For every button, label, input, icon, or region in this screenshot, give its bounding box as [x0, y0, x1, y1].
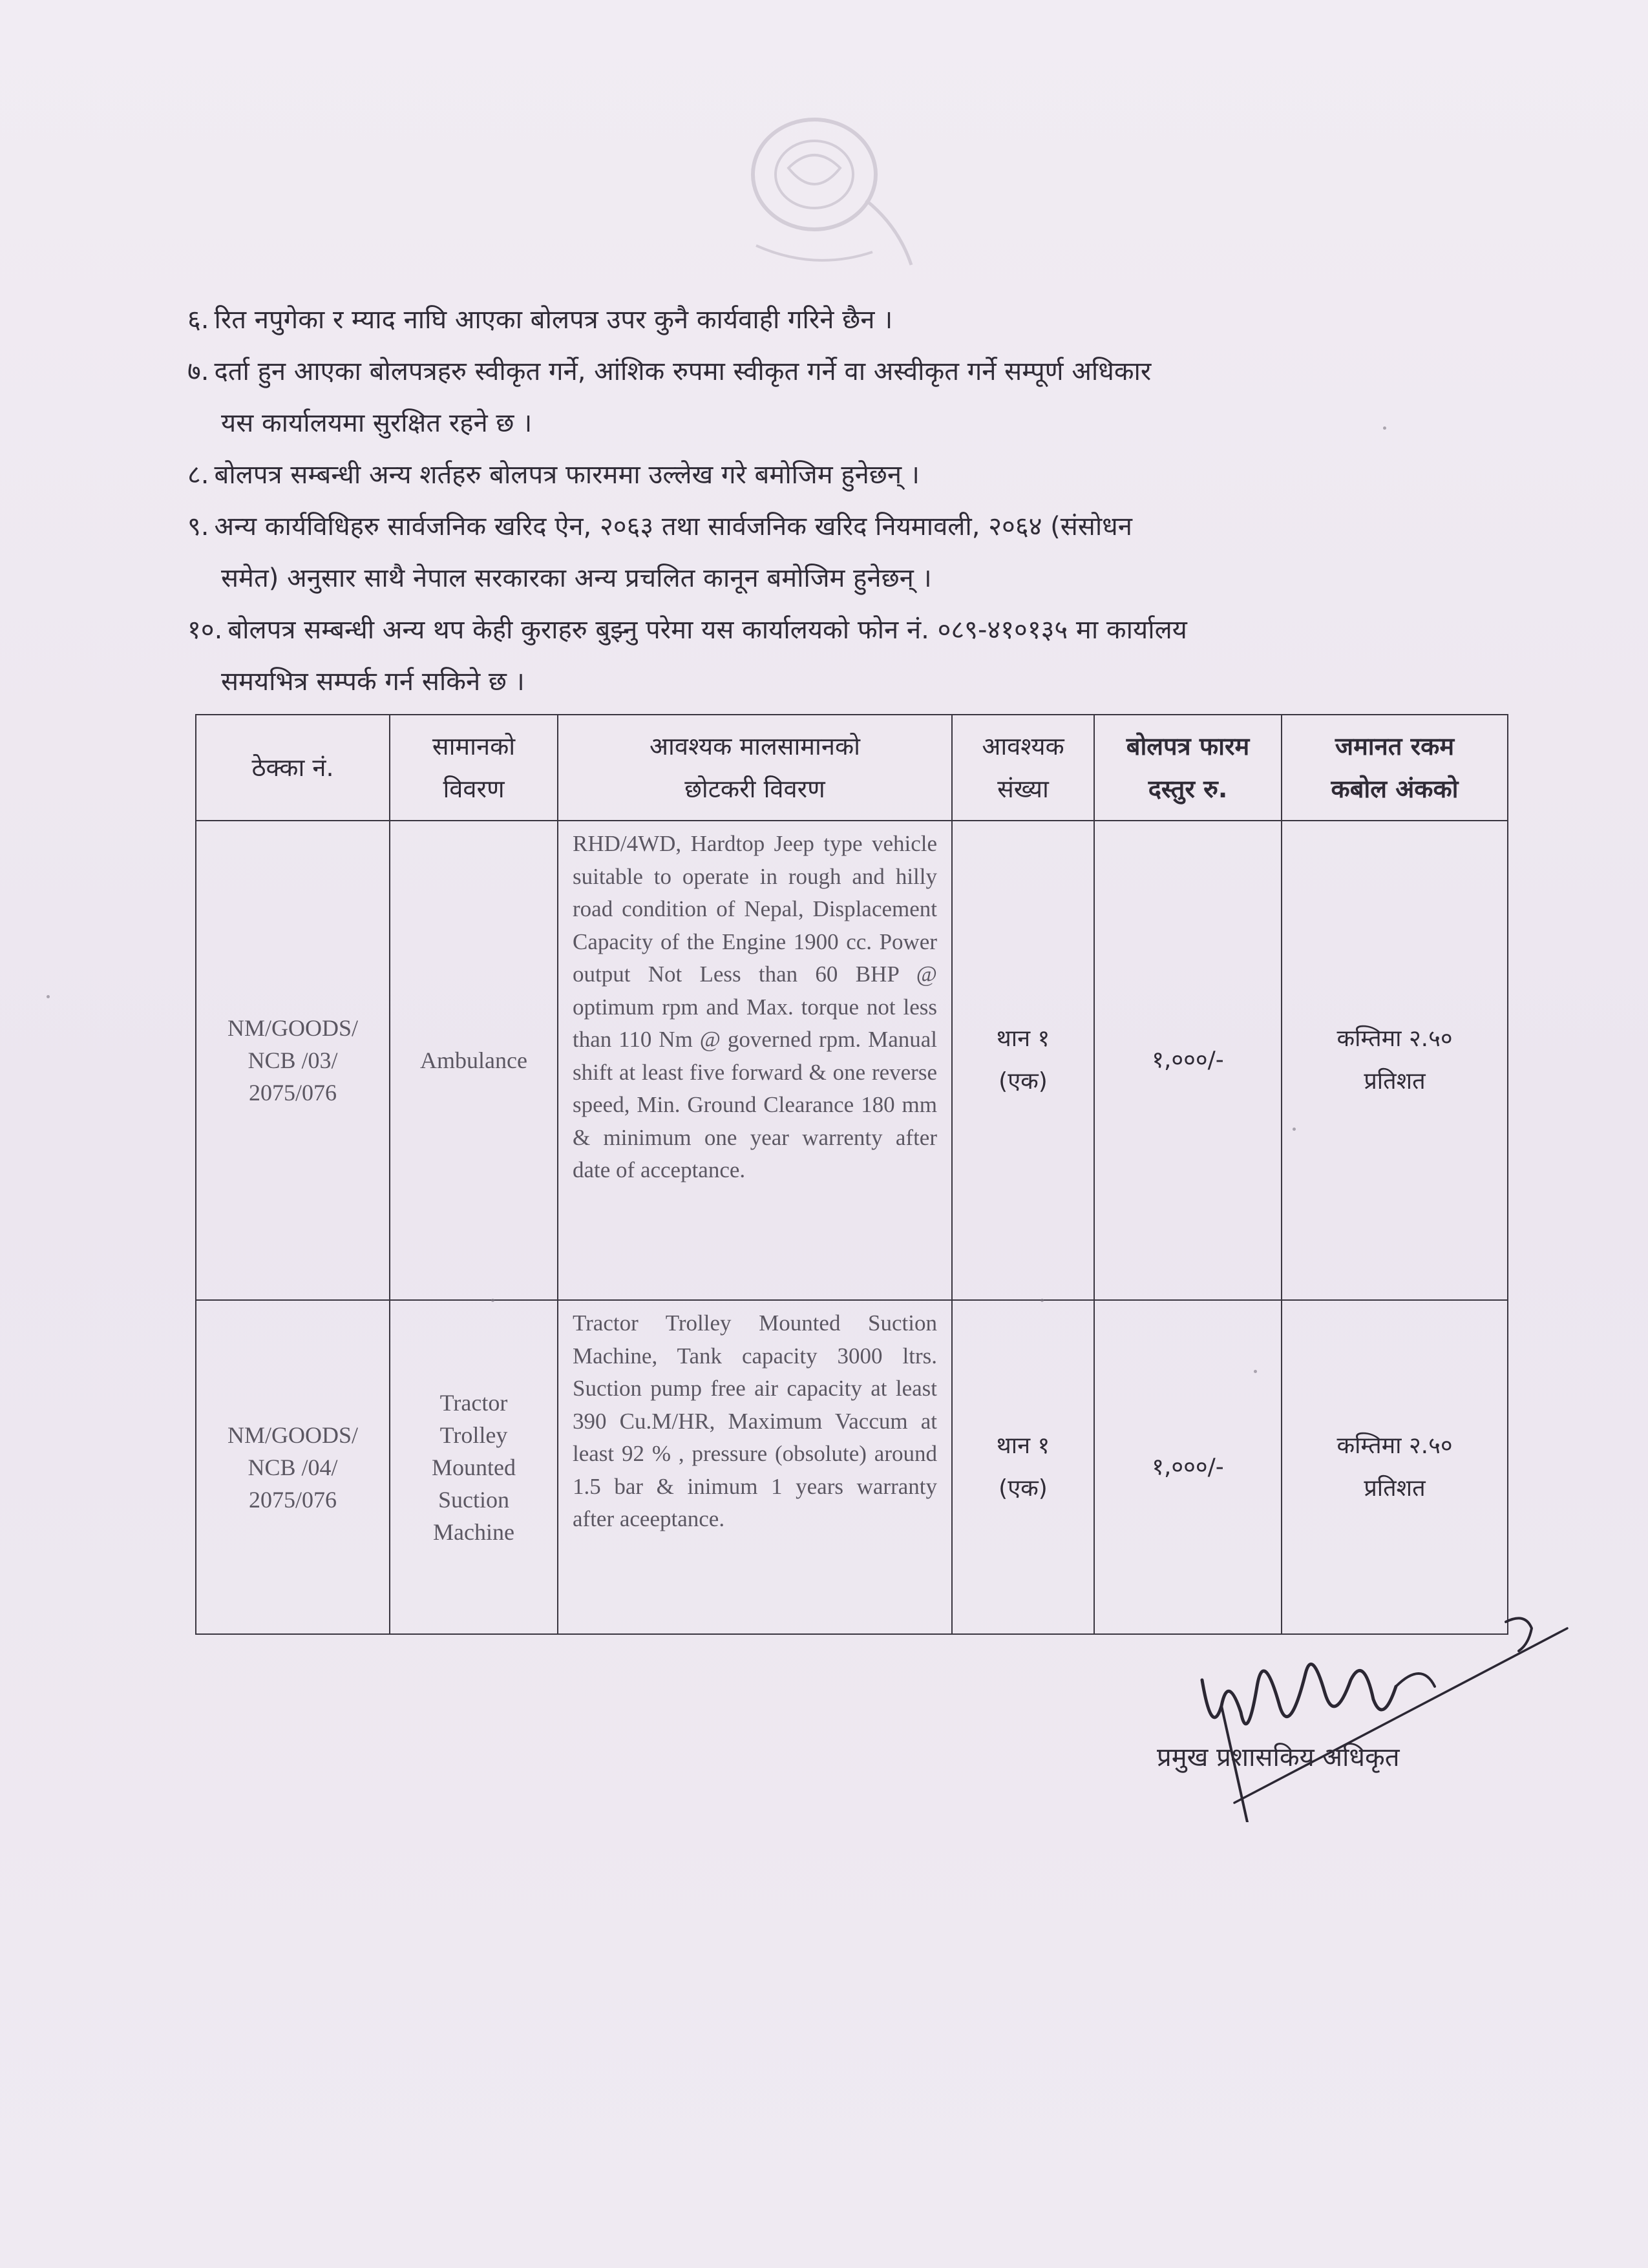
handwritten-signature	[1150, 1609, 1590, 1822]
clause-9	[187, 501, 1467, 604]
scan-speck	[1041, 1299, 1044, 1302]
signatory-title: प्रमुख प्रशासकिय अधिकृत	[1157, 1743, 1400, 1772]
table-row	[196, 821, 1508, 1300]
quantity-cell: थान १ (एक)	[952, 821, 1094, 1300]
clause-8	[187, 449, 1467, 501]
clause-text-continued: समयभित्र सम्पर्क गर्न सकिने छ ।	[221, 667, 525, 697]
description-cell: Tractor Trolley Mounted Suction Machine, Tank capacity 3000 ltrs. Suction pump free air capacity at least 390 Cu.M/HR, Maximum Vaccum at least 92 % , pressure (obsolute) around 1.5 bar & inimum 1 years warranty after aceeptance.	[558, 1300, 952, 1634]
clause-text-continued: यस कार्यालयमा सुरक्षित रहने छ ।	[221, 408, 533, 438]
header-contract-no: ठेक्का नं.	[196, 715, 390, 821]
item-cell: Tractor Trolley Mounted Suction Machine	[390, 1300, 558, 1634]
office-seal-icon	[717, 103, 937, 297]
scan-speck	[1254, 1370, 1257, 1373]
clause-text: रित नपुगेका र म्याद नाघि आएका बोलपत्र उपर कुनै कार्यवाही गरिने छैन ।	[214, 305, 893, 335]
clause-number: ९.	[187, 512, 209, 541]
clause-text: दर्ता हुन आएका बोलपत्रहरु स्वीकृत गर्ने, आंशिक रुपमा स्वीकृत गर्ने वा अस्वीकृत गर्ने सम्पूर्ण अधिकार	[214, 357, 1152, 386]
form-fee-cell: १,०००/-	[1094, 1300, 1282, 1634]
clause-10	[187, 604, 1467, 708]
header-bid-deposit: जमानत रकम कबोल अंकको	[1282, 715, 1508, 821]
scan-speck	[47, 995, 50, 998]
table-header-row	[196, 715, 1508, 821]
clause-number: ८.	[187, 460, 209, 490]
terms-clauses	[187, 294, 1467, 708]
clause-6	[187, 294, 1467, 346]
description-cell: RHD/4WD, Hardtop Jeep type vehicle suitable to operate in rough and hilly road condition of Nepal, Displacement Capacity of the Engine 1900 cc. Power output Not Less than 60 BHP @ optimum rpm and Max. torque not less than 110 Nm @ governed rpm. Manual shift at least five forward & one reverse speed, Min. Ground Clearance 180 mm & minimum one year warrenty after date of acceptance.	[558, 821, 952, 1300]
quantity-cell: थान १ (एक)	[952, 1300, 1094, 1634]
clause-text: बोलपत्र सम्बन्धी अन्य शर्तहरु बोलपत्र फारममा उल्लेख गरे बमोजिम हुनेछन् ।	[214, 460, 920, 490]
contract-no-cell: NM/GOODS/ NCB /03/ 2075/076	[196, 821, 390, 1300]
scan-speck	[1293, 1128, 1296, 1131]
header-quantity: आवश्यक संख्या	[952, 715, 1094, 821]
clause-text-continued: समेत) अनुसार साथै नेपाल सरकारका अन्य प्रचलित कानून बमोजिम हुनेछन् ।	[221, 563, 932, 593]
bid-deposit-cell: कम्तिमा २.५० प्रतिशत	[1282, 821, 1508, 1300]
table-row	[196, 1300, 1508, 1634]
item-cell: Ambulance	[390, 821, 558, 1300]
bid-deposit-cell: कम्तिमा २.५० प्रतिशत	[1282, 1300, 1508, 1634]
form-fee-cell: १,०००/-	[1094, 821, 1282, 1300]
tender-items-table	[195, 714, 1508, 1635]
scan-speck	[1383, 426, 1386, 430]
header-item: सामानको विवरण	[390, 715, 558, 821]
clause-text: बोलपत्र सम्बन्धी अन्य थप केही कुराहरु बुझ्नु परेमा यस कार्यालयको फोन नं. ०८९-४१०१३५ मा कार्यालय	[227, 615, 1187, 645]
clause-number: ६.	[187, 305, 209, 335]
scan-speck	[491, 1299, 494, 1302]
header-description: आवश्यक मालसामानको छोटकरी विवरण	[558, 715, 952, 821]
contract-no-cell: NM/GOODS/ NCB /04/ 2075/076	[196, 1300, 390, 1634]
clause-number: १०.	[187, 615, 223, 645]
clause-number: ७.	[187, 357, 209, 386]
header-form-fee: बोलपत्र फारम दस्तुर रु.	[1094, 715, 1282, 821]
clause-7	[187, 346, 1467, 449]
clause-text: अन्य कार्यविधिहरु सार्वजनिक खरिद ऐन, २०६३ तथा सार्वजनिक खरिद नियमावली, २०६४ (संसोधन	[214, 512, 1132, 541]
